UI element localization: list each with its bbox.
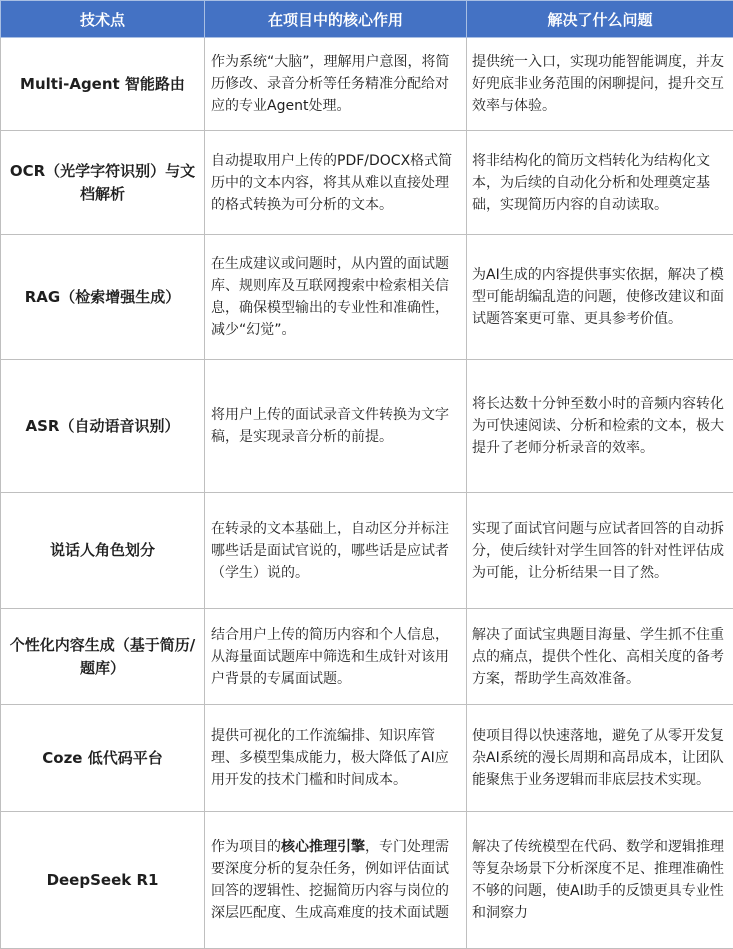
problem-solved-cell: 解决了传统模型在代码、数学和逻辑推理等复杂场景下分析深度不足、推理准确性不够的问题，使AI助手的反馈更具专业性和洞察力	[467, 812, 733, 949]
core-role-suffix: ，专门处理需要深度分析的复杂任务，例如评估面试回答的逻辑性、挖掘简历内容与岗位的深层匹配度、生成高难度的技术面试题	[211, 839, 449, 921]
core-role-cell: 将用户上传的面试录音文件转换为文字稿，是实现录音分析的前提。	[205, 360, 467, 493]
core-role-cell: 提供可视化的工作流编排、知识库管理、多模型集成能力，极大降低了AI应用开发的技术门槛和时间成本。	[205, 705, 467, 812]
table-row	[1, 38, 733, 131]
tech-name-cell: ASR（自动语音识别）	[1, 360, 205, 493]
core-role-cell: 在转录的文本基础上，自动区分并标注哪些话是面试官说的，哪些话是应试者（学生）说的。	[205, 493, 467, 609]
problem-solved-cell: 实现了面试官问题与应试者回答的自动拆分，使后续针对学生回答的针对性评估成为可能，让分析结果一目了然。	[467, 493, 733, 609]
problem-solved-cell: 提供统一入口，实现功能智能调度，并友好兜底非业务范围的闲聊提问，提升交互效率与体验。	[467, 38, 733, 131]
tech-name-cell: 个性化内容生成（基于简历/题库）	[1, 609, 205, 705]
table-row	[1, 705, 733, 812]
header-problem-solved: 解决了什么问题	[467, 1, 733, 38]
tech-name-cell: DeepSeek R1	[1, 812, 205, 949]
tech-name-cell: 说话人角色划分	[1, 493, 205, 609]
core-role-cell: 自动提取用户上传的PDF/DOCX格式简历中的文本内容，将其从难以直接处理的格式转换为可分析的文本。	[205, 131, 467, 235]
core-role-cell: 作为系统“大脑”，理解用户意图，将简历修改、录音分析等任务精准分配给对应的专业Agent处理。	[205, 38, 467, 131]
core-role-cell	[205, 812, 467, 949]
core-role-cell: 结合用户上传的简历内容和个人信息，从海量面试题库中筛选和生成针对该用户背景的专属面试题。	[205, 609, 467, 705]
header-tech-point: 技术点	[1, 1, 205, 38]
problem-solved-cell: 为AI生成的内容提供事实依据，解决了模型可能胡编乱造的问题，使修改建议和面试题答案更可靠、更具参考价值。	[467, 235, 733, 360]
core-role-cell: 在生成建议或问题时，从内置的面试题库、规则库及互联网搜索中检索相关信息，确保模型输出的专业性和准确性，减少“幻觉”。	[205, 235, 467, 360]
core-role-highlight: 核心推理引擎	[281, 839, 365, 855]
tech-name-cell: RAG（检索增强生成）	[1, 235, 205, 360]
problem-solved-cell: 将长达数十分钟至数小时的音频内容转化为可快速阅读、分析和检索的文本，极大提升了老师分析录音的效率。	[467, 360, 733, 493]
tech-name-cell: OCR（光学字符识别）与文档解析	[1, 131, 205, 235]
tech-name-cell: Multi-Agent 智能路由	[1, 38, 205, 131]
problem-solved-cell: 解决了面试宝典题目海量、学生抓不住重点的痛点，提供个性化、高相关度的备考方案，帮助学生高效准备。	[467, 609, 733, 705]
header-core-role: 在项目中的核心作用	[205, 1, 467, 38]
tech-name-cell: Coze 低代码平台	[1, 705, 205, 812]
table-row	[1, 493, 733, 609]
table-row	[1, 131, 733, 235]
table-row	[1, 360, 733, 493]
problem-solved-cell: 将非结构化的简历文档转化为结构化文本，为后续的自动化分析和处理奠定基础，实现简历内容的自动读取。	[467, 131, 733, 235]
table-row	[1, 812, 733, 949]
core-role-prefix: 作为项目的	[211, 839, 281, 855]
table-header-row	[1, 1, 733, 38]
table-row	[1, 609, 733, 705]
problem-solved-cell: 使项目得以快速落地，避免了从零开发复杂AI系统的漫长周期和高昂成本，让团队能聚焦于业务逻辑而非底层技术实现。	[467, 705, 733, 812]
table-row	[1, 235, 733, 360]
